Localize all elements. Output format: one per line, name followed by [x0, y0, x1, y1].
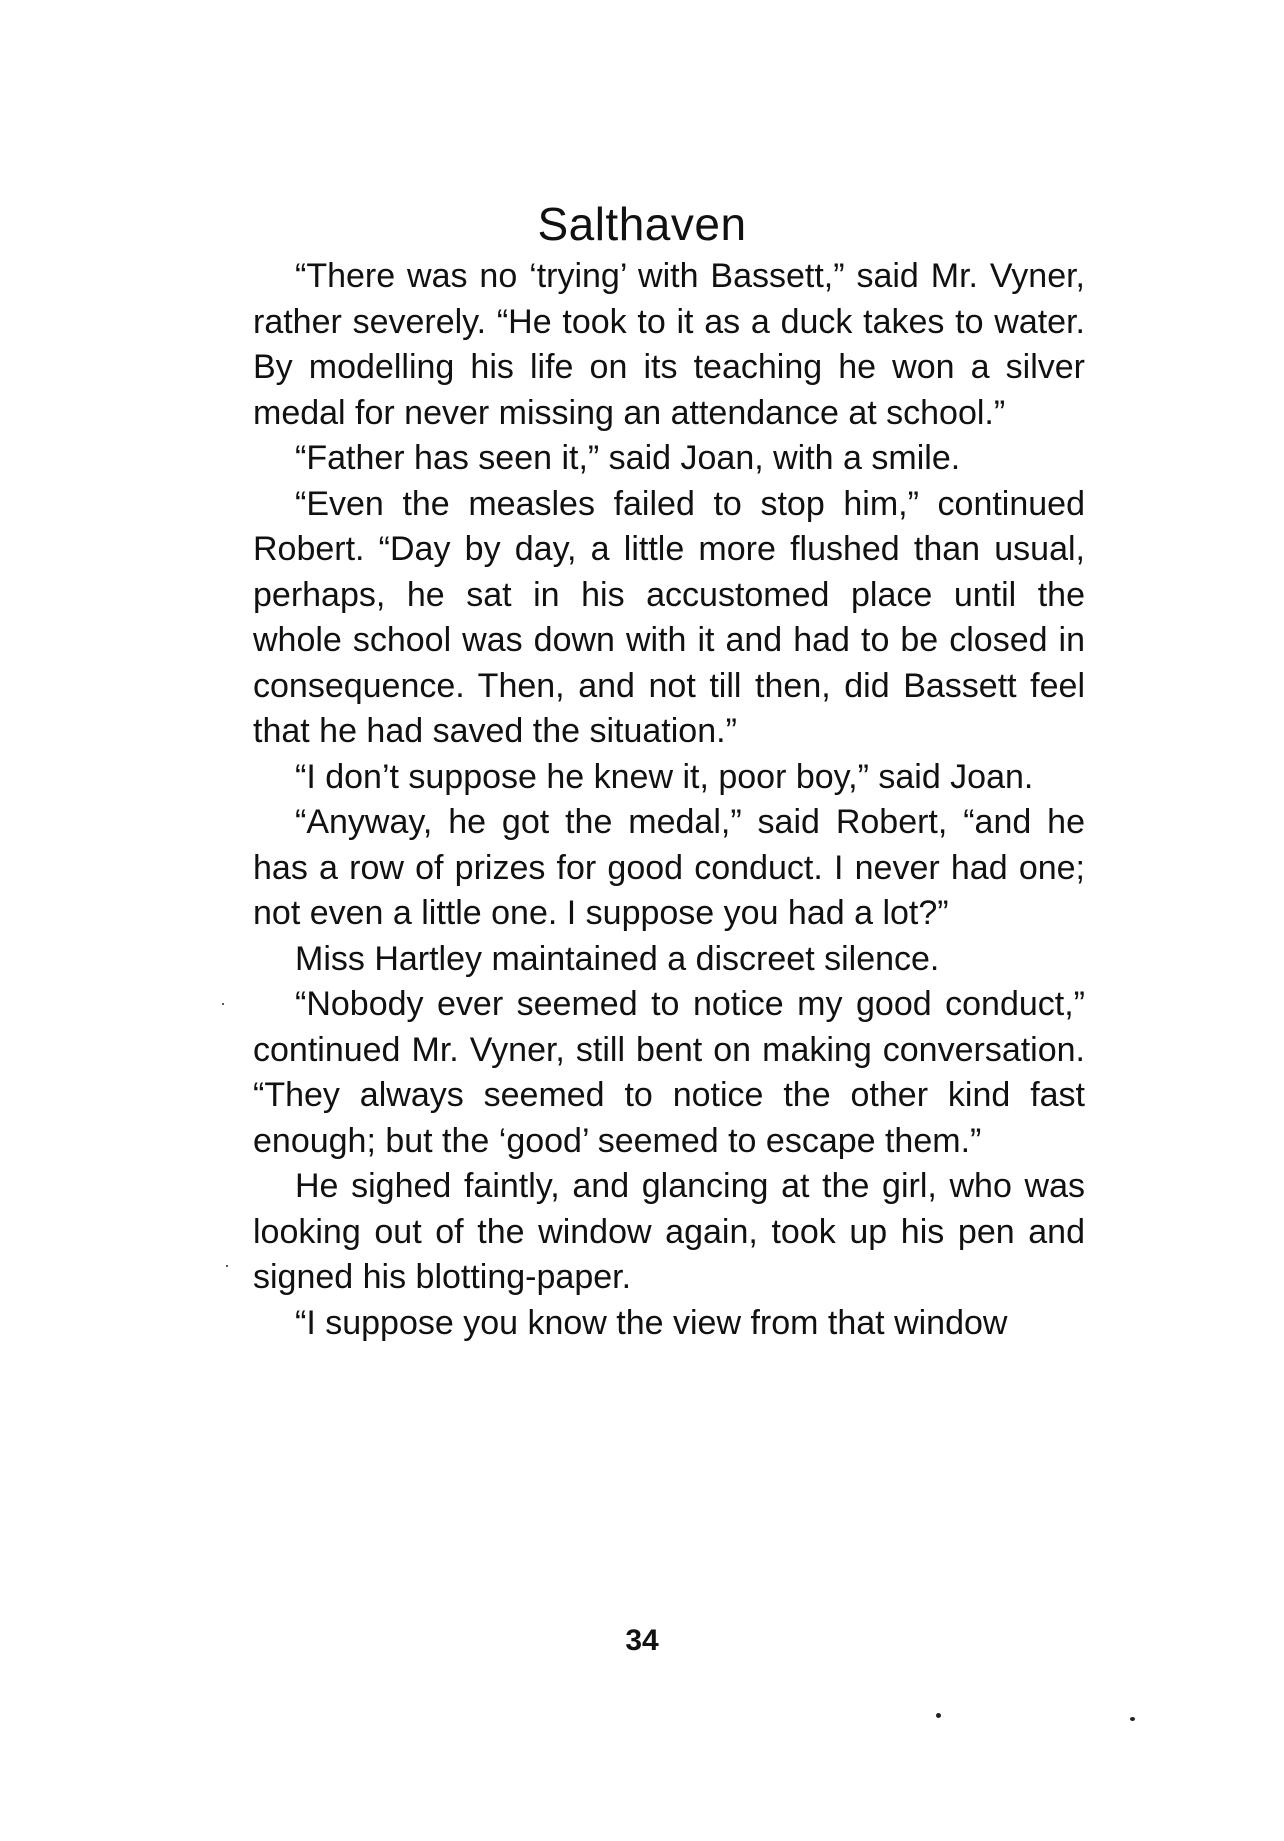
paragraph: “I suppose you know the view from that window: [295, 1303, 1008, 1342]
scan-speck: [222, 1003, 224, 1005]
paragraph: Miss Hartley maintained a discreet silence.: [295, 939, 940, 978]
paragraph: He sighed faintly, and glancing at the girl, who was looking out of the window again, took up his pen and signed his blotting-paper.: [253, 1167, 1085, 1296]
running-head: Salthaven: [537, 198, 747, 250]
paragraph: “Even the measles failed to stop him,” continued Robert. “Day by day, a little more flushed than usual, perhaps, he sat in his accustomed place until the whole school was down with it and had to be closed in consequence. Then, and not till then, did Bassett feel that he had saved the situation.”: [253, 484, 1085, 750]
body-text: [253, 254, 1085, 1346]
paragraph: “I don’t suppose he knew it, poor boy,” said Joan.: [295, 757, 1034, 796]
paragraph: “Anyway, he got the medal,” said Robert, “and he has a row of prizes for good conduct. I never had one; not even a little one. I suppose you had a lot?”: [253, 803, 1085, 932]
paragraph: “There was no ‘trying’ with Bassett,” said Mr. Vyner, rather severely. “He took to it as a duck takes to water. By modelling his life on its teaching he won a silver medal for never missing an attendance at school.”: [253, 257, 1085, 432]
paragraph: “Nobody ever seemed to notice my good conduct,” continued Mr. Vyner, still bent on making conversation. “They always seemed to notice the other kind fast enough; but the ‘good’ seemed to escape them.”: [253, 985, 1085, 1160]
scan-speck: [1130, 1717, 1135, 1721]
page-number: 34: [625, 1624, 659, 1657]
scan-speck: [936, 1713, 941, 1718]
scan-speck: [226, 1265, 228, 1267]
paragraph: “Father has seen it,” said Joan, with a smile.: [295, 439, 961, 477]
